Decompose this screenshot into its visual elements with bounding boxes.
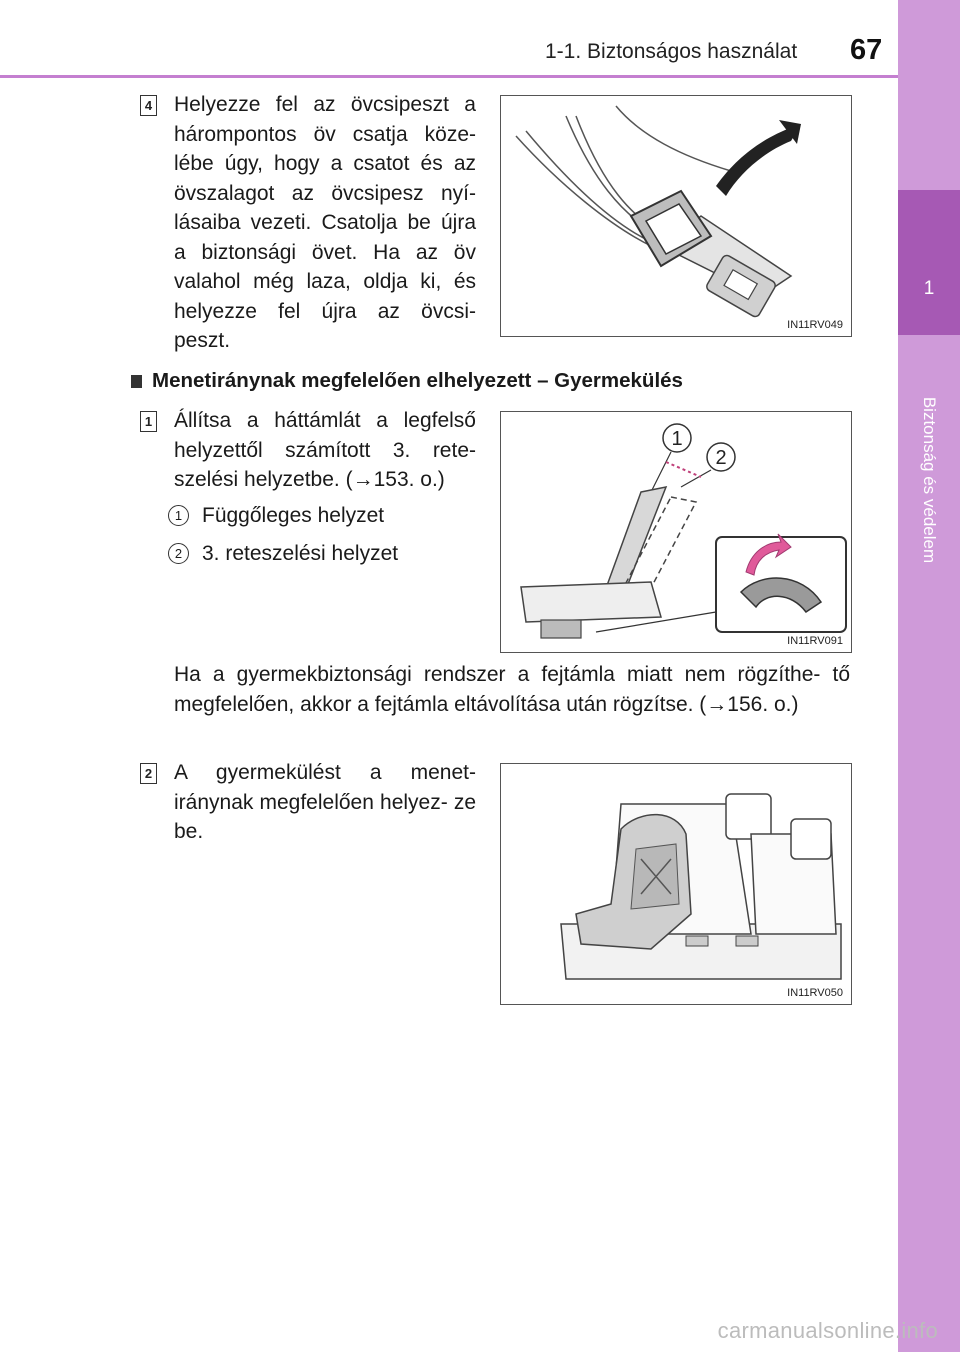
page-number: 67 <box>850 34 883 66</box>
figure-code-091: IN11RV091 <box>787 635 843 647</box>
section-heading: Menetiránynak megfelelően elhelyezett – Gyermekülés <box>152 369 683 392</box>
list-item-2-text: 3. reteszelési helyzet <box>202 542 399 565</box>
side-chapter-number: 1 <box>923 278 935 299</box>
figure-code-050: IN11RV050 <box>787 987 843 999</box>
step1-note: Ha a gyermekbiztonsági rendszer a fejtámla miatt nem rögzíthe- tő megfelelően, akkor a fejtámla eltávolítása után rögzítse. (→156. o.) <box>174 663 850 716</box>
item-number-1: 1 <box>168 505 189 526</box>
step2-text: A gyermekülést a menet- iránynak megfelelően helyez- ze be. <box>174 761 476 843</box>
list-item-2 <box>168 543 189 564</box>
figure-child-seat <box>500 763 852 1005</box>
side-chapter-block <box>898 190 960 335</box>
side-tab-label: Biztonság és védelem <box>920 396 939 564</box>
figure-belt-clip <box>500 95 852 337</box>
figure-callout-2: 2 <box>715 447 727 469</box>
list-item-1 <box>168 505 189 526</box>
step4-text: Helyezze fel az övcsipeszt a hárompontos öv csatja köze- lébe úgy, hogy a csatot és az övszalagot az övcsipesz nyí- lásaiba vezeti. Csatolja be újra a biztonsági övet. Ha az öv valahol még laza, oldja ki, és helyezze fel újra az övcsi- peszt. <box>174 93 476 352</box>
step-badge-1: 1 <box>140 411 157 432</box>
seatback-illustration <box>501 412 851 652</box>
list-item-1-text: Függőleges helyzet <box>202 504 385 527</box>
header-rule <box>0 75 898 78</box>
item-number-2: 2 <box>168 543 189 564</box>
step-badge-2: 2 <box>140 763 157 784</box>
section-marker <box>131 375 142 388</box>
child-seat-illustration <box>501 764 851 1004</box>
header-title: 1-1. Biztonságos használat <box>545 40 798 63</box>
step1-text: Állítsa a háttámlát a legfelső helyzettől számított 3. rete- szelési helyzetbe. (→153. o.) <box>174 409 476 491</box>
figure-code-049: IN11RV049 <box>787 319 843 331</box>
figure-callout-1: 1 <box>671 428 683 450</box>
belt-clip-illustration <box>501 96 851 336</box>
watermark: carmanualsonline.info <box>717 1318 938 1343</box>
step-badge-4: 4 <box>140 95 157 116</box>
figure-seatback <box>500 411 852 653</box>
